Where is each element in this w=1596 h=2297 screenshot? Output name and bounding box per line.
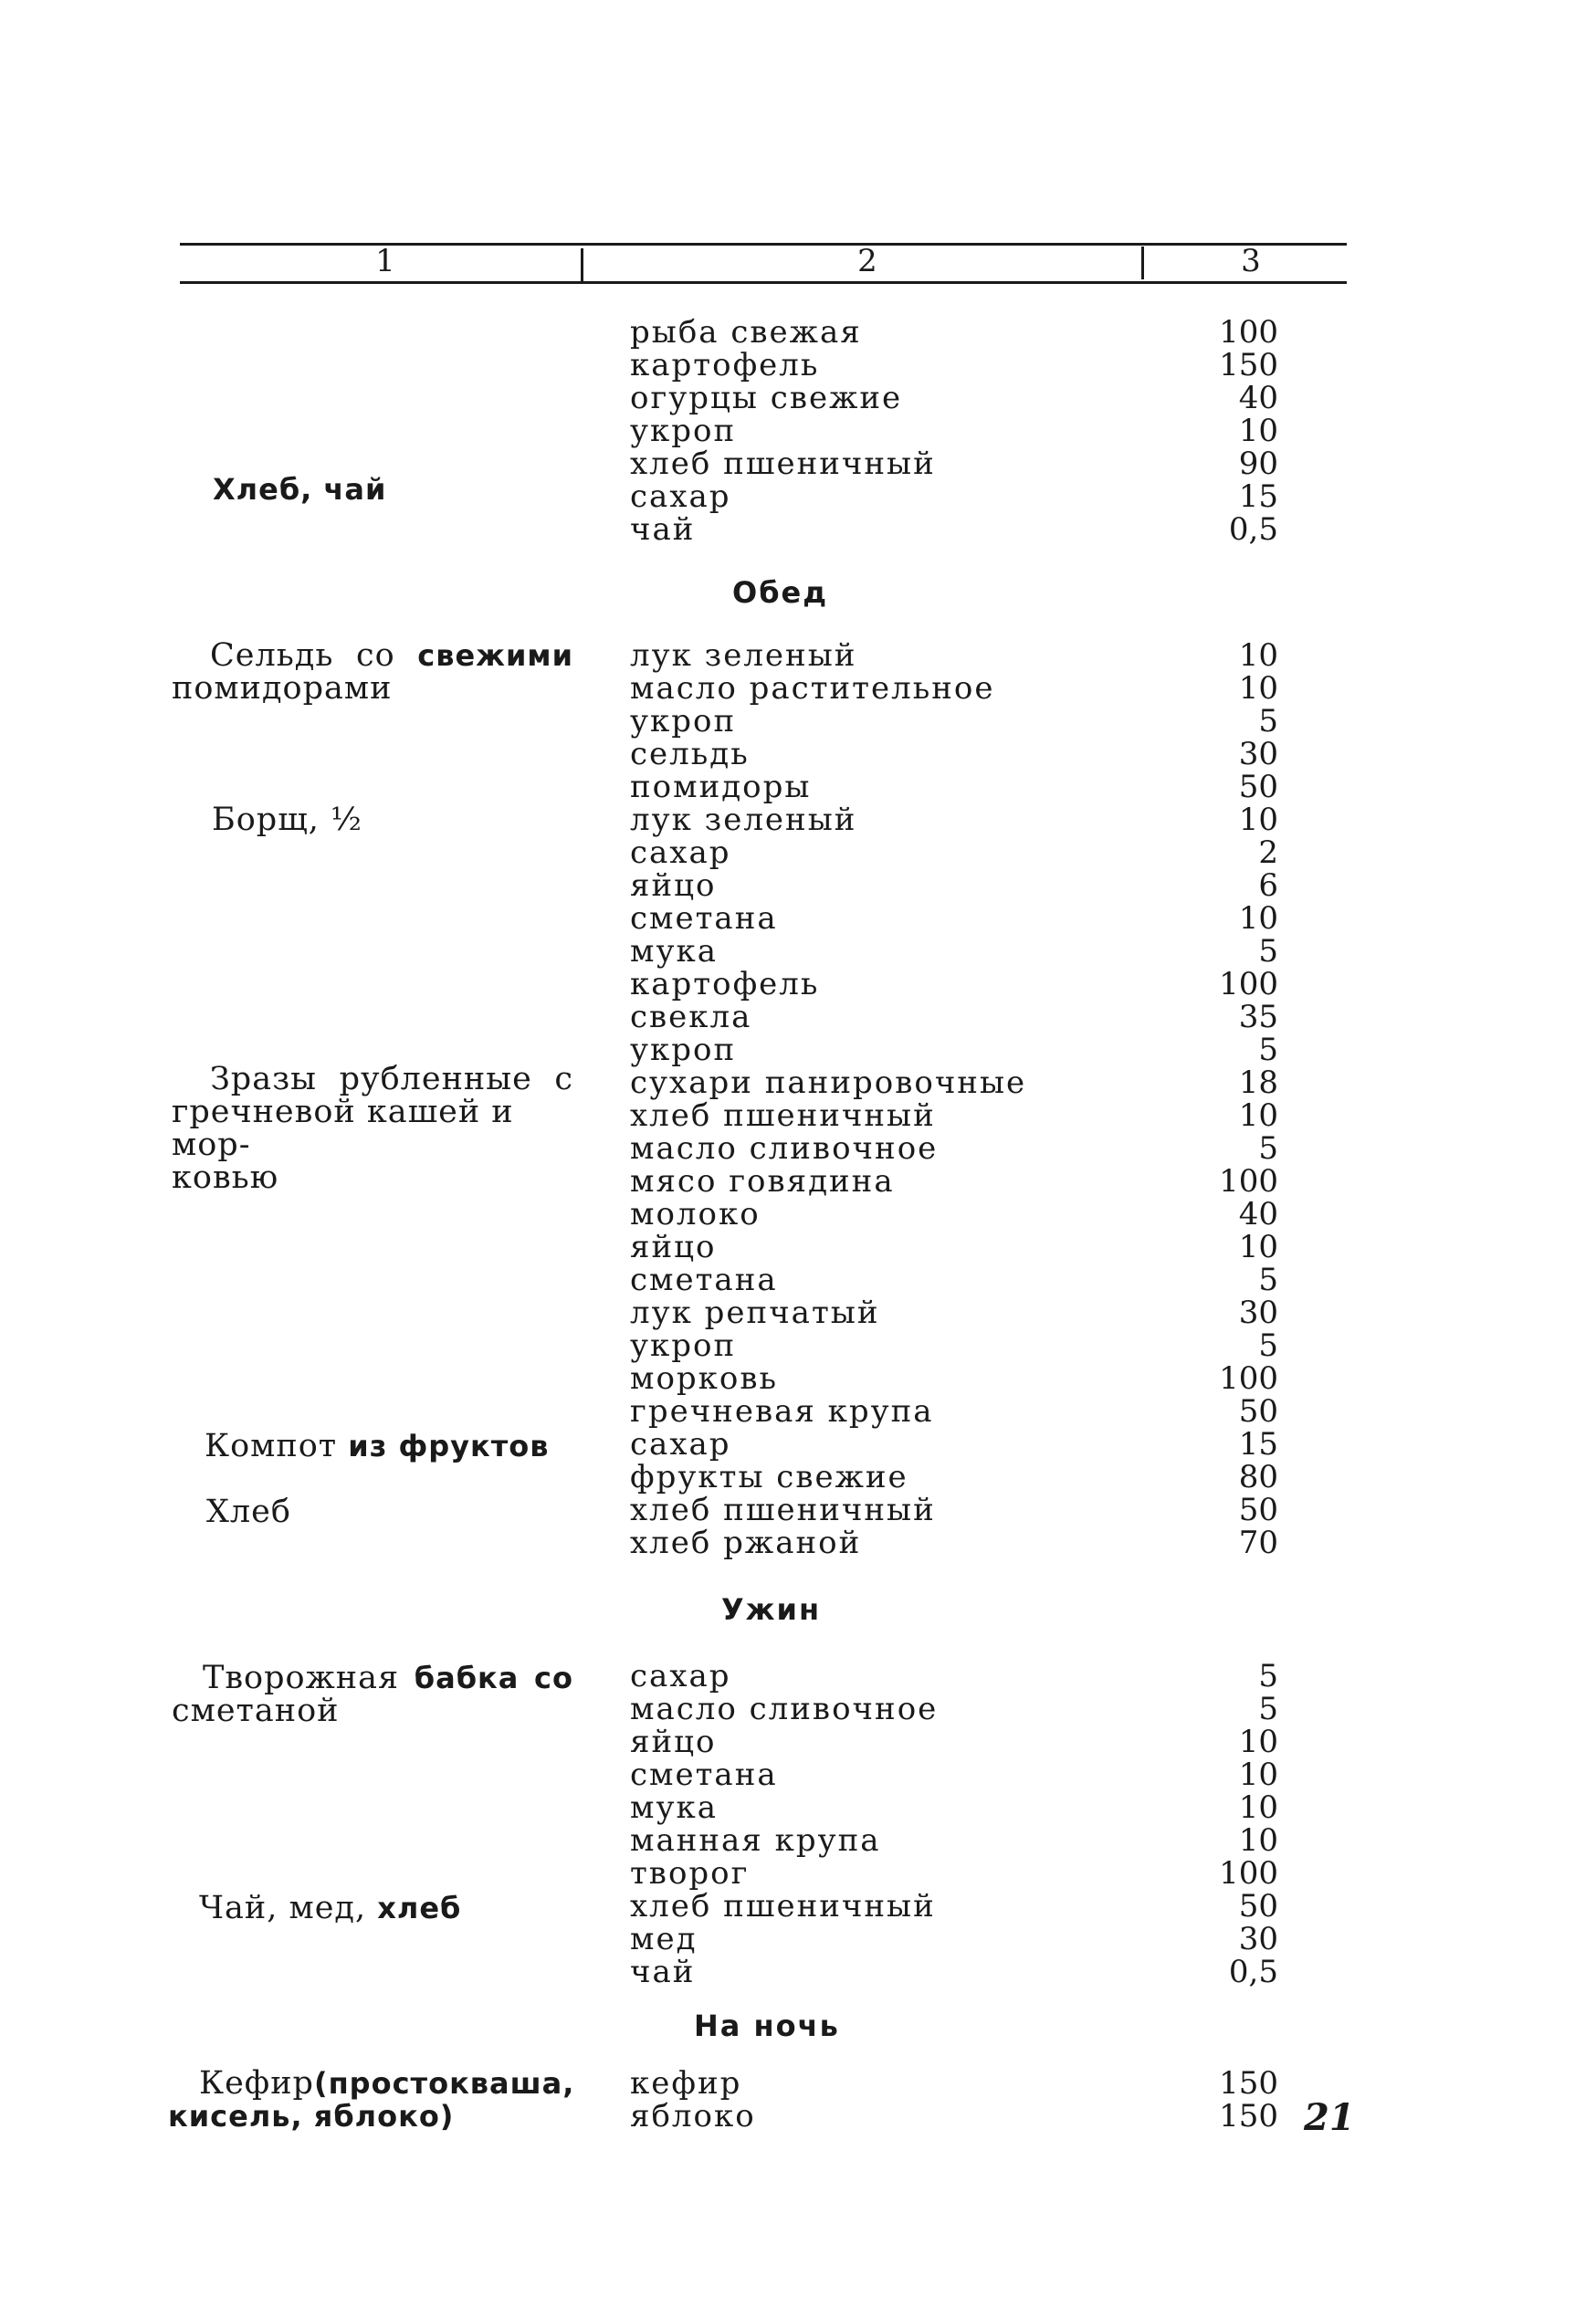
- column-number-3: 3: [1241, 243, 1261, 279]
- ingredient-quantity: 30: [1238, 736, 1278, 772]
- ingredient-quantity: 100: [1219, 1360, 1278, 1397]
- ingredient-quantity: 0,5: [1228, 1954, 1278, 1990]
- ingredient-name: сметана: [630, 900, 778, 937]
- ingredient-quantity: 100: [1219, 1855, 1278, 1892]
- dish-khleb-chai: Хлеб, чай: [213, 472, 387, 507]
- ingredient-quantity: 5: [1258, 703, 1278, 739]
- header-divider-2: [1141, 246, 1144, 279]
- ingredient-name: сахар: [630, 1658, 731, 1694]
- ingredient-name: мука: [630, 933, 718, 970]
- ingredient-name: сухари панировочные: [630, 1065, 1027, 1101]
- dish-zrazy: [172, 1063, 573, 1194]
- dish-zrazy-line1: [172, 1063, 573, 1096]
- ingredient-name: яйцо: [630, 867, 717, 904]
- ingredient-name: гречневая крупа: [630, 1393, 934, 1430]
- ingredient-quantity: 5: [1258, 1691, 1278, 1727]
- ingredient-name: лук зеленый: [630, 637, 857, 674]
- ingredient-quantity: 90: [1238, 446, 1278, 482]
- ingredient-quantity: 70: [1238, 1525, 1278, 1561]
- ingredient-name: огурцы свежие: [630, 380, 903, 416]
- ingredient-quantity: 50: [1238, 1492, 1278, 1528]
- ingredient-quantity: 100: [1219, 314, 1278, 351]
- ingredient-quantity: 10: [1238, 637, 1278, 674]
- ingredient-quantity: 100: [1219, 966, 1278, 1002]
- ingredient-quantity: 150: [1219, 347, 1278, 383]
- section-obed: Обед: [732, 575, 829, 610]
- ingredient-name: яблоко: [630, 2098, 756, 2134]
- ingredient-quantity: 10: [1238, 1097, 1278, 1134]
- ingredient-quantity: 80: [1238, 1459, 1278, 1495]
- ingredient-name: фрукты свежие: [630, 1459, 908, 1495]
- ingredient-name: лук репчатый: [630, 1295, 880, 1331]
- ingredient-quantity: 5: [1258, 1130, 1278, 1167]
- ingredient-name: морковь: [630, 1360, 779, 1397]
- ingredient-name: рыба свежая: [630, 314, 862, 351]
- dish-tvorozhnaya-babka: [172, 1662, 573, 1727]
- dish-kefir: [168, 2065, 575, 2134]
- ingredient-name: укроп: [630, 1327, 737, 1364]
- ingredient-name: масло сливочное: [630, 1130, 939, 1167]
- ingredient-quantity: 10: [1238, 1724, 1278, 1760]
- ingredient-name: масло растительное: [630, 670, 995, 707]
- dish-kompot: [205, 1430, 549, 1463]
- section-uzhin: Ужин: [721, 1592, 822, 1627]
- ingredient-name: укроп: [630, 1032, 737, 1068]
- ingredient-name: лук зеленый: [630, 802, 857, 838]
- ingredient-name: хлеб пшеничный: [630, 1492, 936, 1528]
- dish-babka-word1: Творожная: [203, 1660, 400, 1696]
- ingredient-quantity: 10: [1238, 413, 1278, 449]
- dish-zrazy-word1: Зразы: [210, 1061, 318, 1097]
- ingredient-name: молоко: [630, 1196, 761, 1232]
- dish-babka-word2: бабка: [414, 1661, 520, 1695]
- ingredient-quantity: 150: [1219, 2098, 1278, 2134]
- dish-babka-word3: со: [534, 1661, 573, 1695]
- ingredient-name: творог: [630, 1855, 750, 1892]
- ingredient-quantity: 100: [1219, 1163, 1278, 1200]
- ingredient-name: чай: [630, 1954, 696, 1990]
- dish-babka-line2: сметаной: [172, 1693, 340, 1729]
- dish-chai-med-word2: хлеб: [377, 1891, 462, 1925]
- ingredient-quantity: 10: [1238, 1789, 1278, 1826]
- ingredient-name: сахар: [630, 478, 731, 515]
- ingredient-name: свекла: [630, 999, 752, 1035]
- ingredient-quantity: 50: [1238, 1888, 1278, 1925]
- ingredient-name: мука: [630, 1789, 718, 1826]
- ingredient-name: картофель: [630, 966, 820, 1002]
- ingredient-quantity: 15: [1238, 1426, 1278, 1463]
- ingredient-name: манная крупа: [630, 1822, 881, 1859]
- ingredient-name: хлеб пшеничный: [630, 446, 936, 482]
- dish-seld-word3: свежими: [417, 638, 573, 673]
- dish-chai-med-word1: Чай, мед,: [199, 1890, 367, 1926]
- column-number-1: 1: [375, 243, 395, 279]
- ingredient-name: мед: [630, 1921, 698, 1957]
- ingredient-quantity: 0,5: [1228, 511, 1278, 548]
- dish-kefir-line2: кисель, яблоко): [168, 2099, 455, 2134]
- ingredient-quantity: 10: [1238, 1822, 1278, 1859]
- dish-seld-word1: Сельдь: [210, 637, 334, 674]
- dish-zrazy-word2: рубленные: [339, 1061, 532, 1097]
- ingredient-quantity: 30: [1238, 1921, 1278, 1957]
- dish-borsch: Борщ, ½: [212, 802, 362, 838]
- ingredient-quantity: 18: [1238, 1065, 1278, 1101]
- ingredient-name: сахар: [630, 834, 731, 871]
- ingredient-name: мясо говядина: [630, 1163, 895, 1200]
- dish-zrazy-line2: гречневой кашей и мор-: [172, 1094, 514, 1163]
- ingredient-quantity: 2: [1258, 834, 1278, 871]
- dish-kompot-word2: из фруктов: [348, 1429, 550, 1463]
- ingredient-name: хлеб ржаной: [630, 1525, 862, 1561]
- column-number-2: 2: [857, 243, 877, 279]
- ingredient-quantity: 35: [1238, 999, 1278, 1035]
- ingredient-name: хлеб пшеничный: [630, 1097, 936, 1134]
- ingredient-quantity: 10: [1238, 1757, 1278, 1793]
- ingredient-name: сахар: [630, 1426, 731, 1463]
- dish-khleb: Хлеб: [206, 1494, 291, 1530]
- ingredient-name: кефир: [630, 2065, 742, 2102]
- ingredient-quantity: 40: [1238, 1196, 1278, 1232]
- ingredient-name: укроп: [630, 413, 737, 449]
- ingredient-quantity: 50: [1238, 1393, 1278, 1430]
- dish-seld: [172, 639, 573, 705]
- dish-kompot-word1: Компот: [205, 1428, 338, 1464]
- ingredient-quantity: 5: [1258, 1032, 1278, 1068]
- ingredient-name: чай: [630, 511, 696, 548]
- dish-kefir-word1: Кефир: [199, 2065, 314, 2102]
- ingredient-name: укроп: [630, 703, 737, 739]
- header-top-rule: [180, 243, 1347, 246]
- dish-zrazy-word3: с: [554, 1061, 573, 1097]
- dish-seld-word2: со: [355, 637, 395, 674]
- ingredient-quantity: 10: [1238, 900, 1278, 937]
- ingredient-quantity: 30: [1238, 1295, 1278, 1331]
- ingredient-quantity: 10: [1238, 1229, 1278, 1265]
- ingredient-name: сметана: [630, 1262, 778, 1298]
- ingredient-name: яйцо: [630, 1724, 717, 1760]
- ingredient-name: сметана: [630, 1757, 778, 1793]
- ingredient-name: сельдь: [630, 736, 750, 772]
- ingredient-quantity: 5: [1258, 1327, 1278, 1364]
- ingredient-name: хлеб пшеничный: [630, 1888, 936, 1925]
- dish-kefir-line1: [168, 2065, 575, 2102]
- ingredient-quantity: 6: [1258, 867, 1278, 904]
- dish-seld-line1: [172, 639, 573, 672]
- ingredient-quantity: 40: [1238, 380, 1278, 416]
- ingredient-name: картофель: [630, 347, 820, 383]
- dish-babka-line1: [172, 1662, 573, 1694]
- ingredient-name: масло сливочное: [630, 1691, 939, 1727]
- ingredient-name: яйцо: [630, 1229, 717, 1265]
- ingredient-quantity: 15: [1238, 478, 1278, 515]
- ingredient-quantity: 5: [1258, 1262, 1278, 1298]
- ingredient-quantity: 50: [1238, 769, 1278, 805]
- dish-zrazy-line3: ковью: [172, 1159, 279, 1196]
- ingredient-quantity: 150: [1219, 2065, 1278, 2102]
- header-divider-1: [581, 248, 583, 281]
- section-na-noch: На ночь: [694, 2009, 840, 2043]
- ingredient-quantity: 10: [1238, 670, 1278, 707]
- ingredient-name: помидоры: [630, 769, 812, 805]
- dish-seld-line2: помидорами: [172, 670, 393, 707]
- ingredient-quantity: 5: [1258, 1658, 1278, 1694]
- ingredient-quantity: 10: [1238, 802, 1278, 838]
- ingredient-quantity: 5: [1258, 933, 1278, 970]
- header-bottom-rule: [180, 281, 1347, 284]
- dish-chai-med-khleb: [199, 1892, 461, 1925]
- page-number: 21: [1304, 2096, 1355, 2139]
- dish-kefir-word2: (простокваша,: [313, 2066, 575, 2101]
